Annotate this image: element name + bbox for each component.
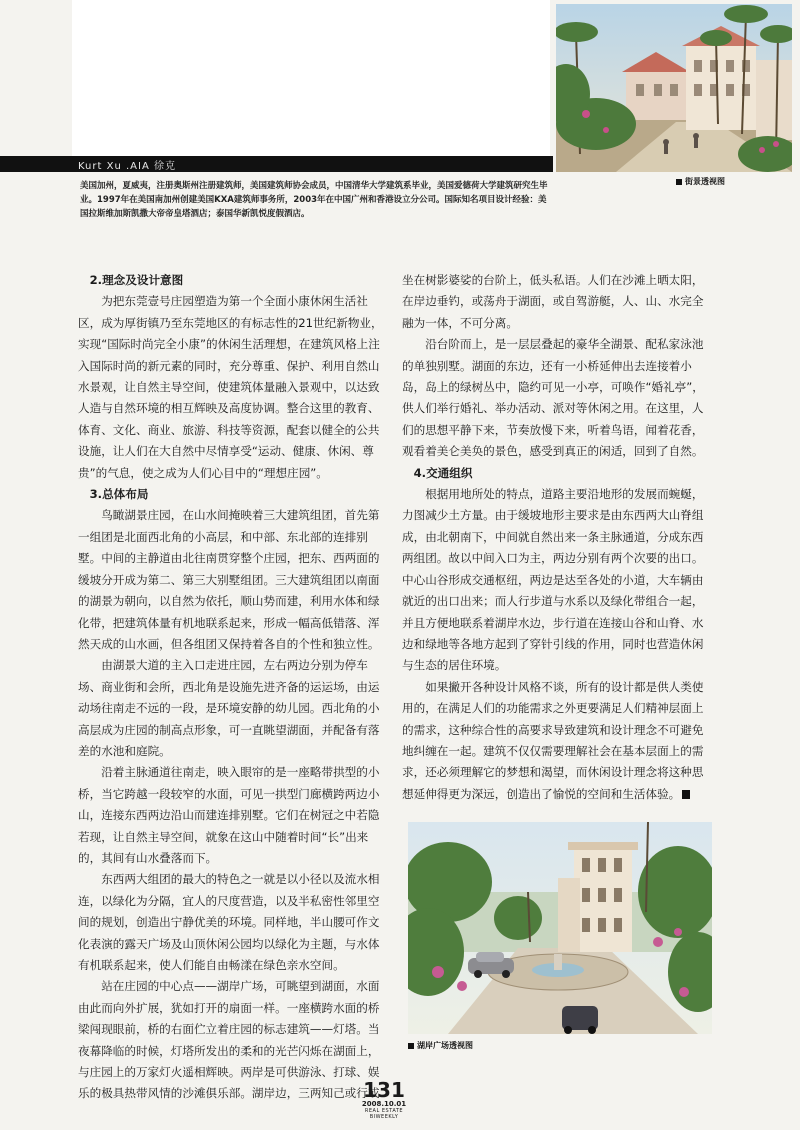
paragraph-text: 东西两大组团的最大的特色之一就是以小径以及流水相连，以绿化为分隔，宜人的尺度营造，以及半私密性邻里空间的规划，创造出宁静优美的环境。同样地，半山腰可作文化表演的露天广场及山顶休闲公园均以绿化为主题，与水体有机联系起来，使人们能自由畅漾在绿色亲水空间。 xyxy=(78,872,380,972)
section-heading-text: 2.理念及设计意图 xyxy=(89,273,184,287)
street-view-caption-text: 街景透视图 xyxy=(685,177,725,186)
body-paragraph xyxy=(402,677,710,805)
paragraph-text: 站在庄园的中心点——湖岸广场，可眺望到湖面，水面由此而向外扩展，犹如打开的扇面一样。一座横跨水面的桥梁闯现眼前，桥的右面伫立着庄园的标志建筑——灯塔。当夜幕降临的时候，灯塔所发出的柔和的光芒闪烁在湖面上，与庄园上的万家灯火遥相辉映。两岸是可供游泳、打球、娱乐的极具热带风情的沙滩俱乐部。湖岸边，三两知己或行或 xyxy=(78,979,380,1101)
body-paragraph xyxy=(78,291,386,484)
section-heading xyxy=(402,463,710,484)
section-heading-text: 3.总体布局 xyxy=(89,487,149,502)
header-blank-area xyxy=(72,0,550,156)
author-bio: 美国加州，夏威夷，注册奥斯州注册建筑师，美国建筑师协会成员，中国清华大学建筑系毕业，美国爱德荷大学建筑研究生毕业。1997年在美国南加州创建美国KXA建筑师事务所，2003年在中国广州和香港设立分公司。国际知名项目设计经验：美国拉斯维加斯凯撒大帝帝皇塔酒店；泰国华新凯悦度假酒店。 xyxy=(80,181,548,219)
paragraph-text: 为把东莞壹号庄园塑造为第一个全面小康休闲生活社区，成为厚街镇乃至东莞地区的有标志性的21世纪新物业，实现“国际时尚完全小康”的休闲生活理想，在建筑风格上注入国际时尚的新元素的同时，充分尊重、保护、利用自然山水景观，让自然主导空间，使建筑体量融入景观中，以达致人造与自然环境的相互辉映及高度协调。整合这里的教育、体育、文化、商业、旅游、科技等资源，配套以健全的公共设施，让人们在大自然中尽情享受“运动、健康、休闲、尊贵”的气息，使之成为人们心目中的“理想庄园”。 xyxy=(78,294,383,480)
street-view-painting xyxy=(556,4,792,172)
article-left-column xyxy=(78,270,386,1105)
author-name: Kurt Xu .AIA 徐克 xyxy=(78,161,176,172)
section-heading xyxy=(78,484,386,505)
page-number-block xyxy=(354,1080,414,1120)
publication-name: REAL ESTATE BIWEEKLY xyxy=(364,1108,404,1120)
body-paragraph xyxy=(78,505,386,655)
paragraph-text: 由湖景大道的主入口走进庄园，左右两边分别为停车场、商业街和会所，西北角是设施先进齐备的运运场，由运动场往南走不远的一段，是环境安静的幼儿园。西北角的小高层成为庄园的制高点形象，可一直眺望湖面，并配备有落差的水池和庭院。 xyxy=(78,658,380,758)
caption-square-icon xyxy=(676,179,682,185)
lakeside-plaza-painting xyxy=(408,822,712,1034)
paragraph-text: 如果撇开各种设计风格不谈，所有的设计都是供人类使用的，在满足人们的功能需求之外更要满足人们精神层面上的需求，这种综合性的高要求导致建筑和设计理念不可避免地纠缠在一起。建筑不仅仅需要理解社会在基本层面上的需求，还必须理解它的梦想和渴望，而休闲设计理念将这种思想延伸得更为深远，创造出了愉悦的空间和生活体验。 xyxy=(402,679,704,801)
caption-square-icon xyxy=(408,1043,414,1049)
section-heading xyxy=(78,270,386,291)
author-name-bar xyxy=(0,156,553,172)
body-paragraph xyxy=(78,655,386,762)
page-number: 131 xyxy=(363,1078,405,1102)
paragraph-text: 沿台阶而上，是一层层叠起的豪华全湖景、配私家泳池的单独别墅。湖面的东边，还有一小桥延伸出去连接着小岛，岛上的绿树丛中，隐约可见一小亭，可唤作“婚礼亭”，供人们举行婚礼、举办活动、派对等休闲之用。在这里，人们的思想平静下来，节奏放慢下来，听着鸟语，闻着花香，观看着美仑美奂的景色，感受到真正的闲适，回到了自然。 xyxy=(402,337,704,459)
lakeside-plaza-illustration xyxy=(408,822,712,1034)
body-paragraph xyxy=(78,762,386,869)
article-right-column xyxy=(402,270,710,805)
paragraph-text: 鸟瞰湖景庄园，在山水间掩映着三大建筑组团，首先第一组团是北面西北角的小高层，和中部、东北部的连排别墅。中间的主静道由北往南贯穿整个庄园，把东、西两面的缓坡分开成为第二、第三大别墅组团。三大建筑组团以南面的湖景为朝向，以自然为依托，顺山势而建，利用水体和绿化带，把建筑体量有机地联系起来，形成一幅高低错落、浑然天成的山水画，但各组团又保持着各自的个性和独立性。 xyxy=(78,508,380,651)
body-paragraph xyxy=(78,869,386,976)
end-of-article-icon xyxy=(682,790,690,799)
street-view-illustration xyxy=(556,4,792,172)
paragraph-text: 根据用地所处的特点，道路主要沿地形的发展而蜿蜒，力图减少土方量。由于缓坡地形主要求是由东西两大山脊组成，由北朝南下，中间就自然出来一条主脉通道，分成东西两组团。故以中间入口为主，两边分别有两个次要的出口。中心山谷形成交通枢纽，两边是达至各处的小道，大车辆由就近的出口出来；而人行步道与水系以及绿化带组合一起，并且方便地联系着湖岸水边，步行道在连接山谷和山脊、水边和绿地等各地方起到了穿针引线的作用，同时也营造休闲与生态的居住环境。 xyxy=(402,487,704,673)
body-paragraph xyxy=(402,334,710,462)
issue-date: 2008.10.01 xyxy=(361,1100,407,1108)
street-view-caption xyxy=(676,176,725,187)
lakeside-plaza-caption xyxy=(408,1040,473,1051)
paragraph-text: 沿着主脉通道往南走，映入眼帘的是一座略带拱型的小桥，当它跨越一段较窄的水面，可见一拱型门廊横跨两边小山，连接东西两边沿山而建连排别墅。它们在树冠之中若隐若现，让自然主导空间，就象在这山中随着时间“长”出来的，其间有山水叠落而下。 xyxy=(78,765,380,865)
lakeside-plaza-caption-text: 湖岸广场透视图 xyxy=(417,1041,473,1050)
section-heading-text: 4.交通组织 xyxy=(413,465,473,480)
body-paragraph xyxy=(78,976,386,1104)
body-paragraph xyxy=(402,484,710,677)
paragraph-text: 坐在树影婆娑的台阶上，低头私语。人们在沙滩上晒太阳，在岸边垂钓，或荡舟于湖面，或自驾游艇，人、山、水完全融为一体，不可分离。 xyxy=(402,273,704,330)
body-paragraph xyxy=(402,270,710,334)
